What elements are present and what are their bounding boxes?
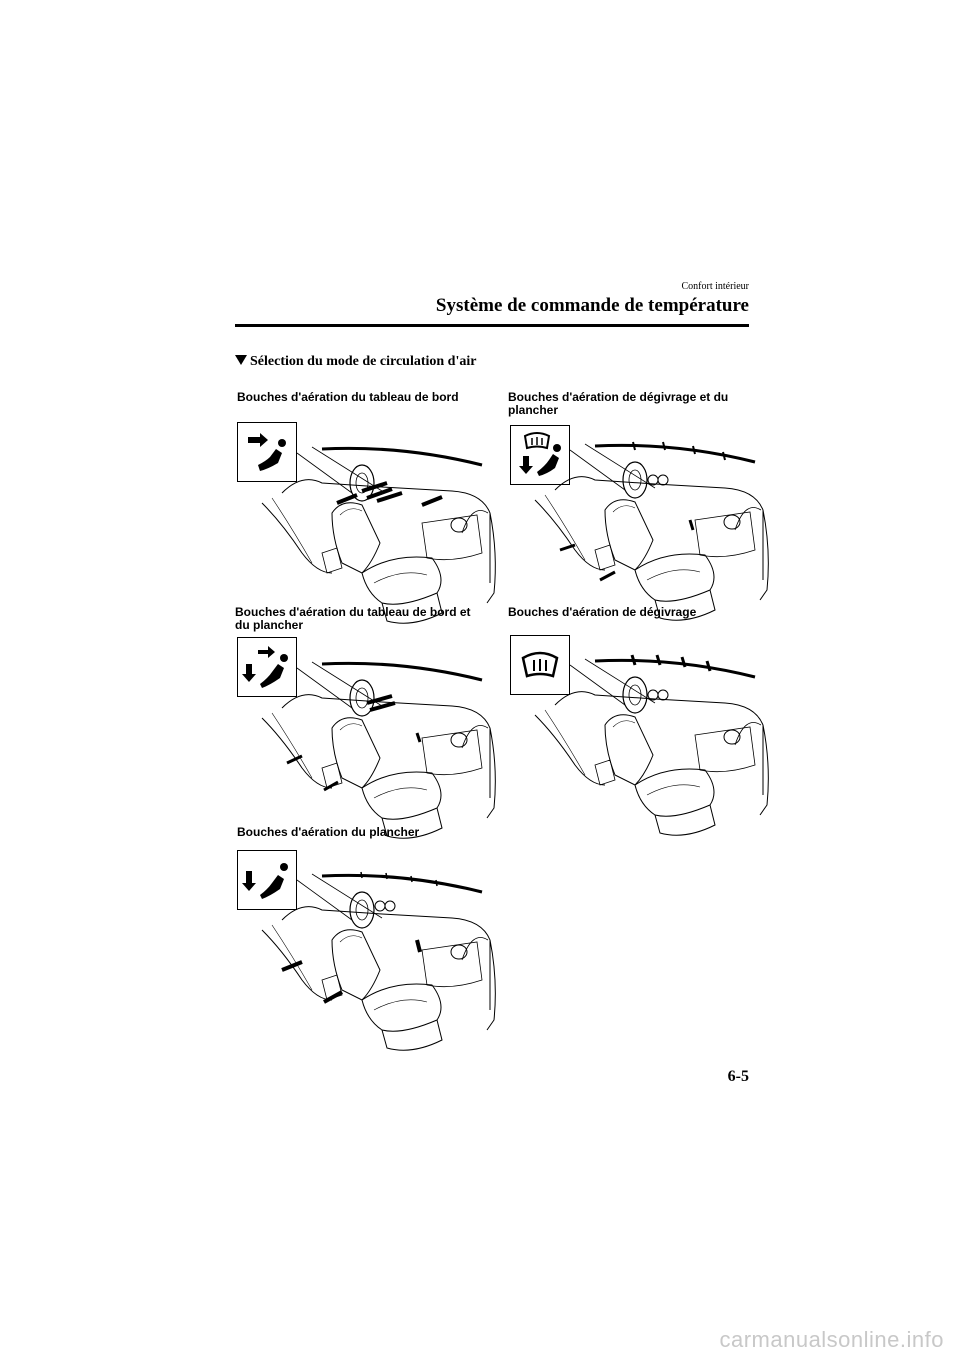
mode-caption-dash: Bouches d'aération du tableau de bord bbox=[237, 390, 459, 404]
car-interior-illustration-defrost-floor bbox=[535, 440, 765, 620]
chapter-label: Confort intérieur bbox=[681, 281, 749, 292]
mode-caption-defrost: Bouches d'aération de dégivrage bbox=[508, 605, 697, 619]
header-rule bbox=[235, 324, 749, 327]
mode-caption-dash-floor: Bouches d'aération du tableau de bord et du plancher bbox=[235, 605, 471, 632]
section-heading bbox=[235, 354, 476, 370]
page-number: 6-5 bbox=[727, 1068, 749, 1085]
page-title: Système de commande de température bbox=[435, 295, 749, 316]
car-interior-illustration-defrost bbox=[535, 655, 765, 835]
car-interior-illustration-dash bbox=[262, 443, 492, 623]
car-interior-illustration-floor bbox=[262, 870, 492, 1050]
mode-caption-defrost-floor: Bouches d'aération de dégivrage et du plancher bbox=[508, 390, 729, 417]
triangle-bullet-icon bbox=[235, 355, 247, 365]
mode-caption-floor: Bouches d'aération du plancher bbox=[237, 825, 420, 839]
watermark: carmanualsonline.info bbox=[719, 1327, 944, 1352]
car-interior-illustration-dash-floor bbox=[262, 658, 492, 838]
section-title: Sélection du mode de circulation d'air bbox=[250, 354, 477, 369]
